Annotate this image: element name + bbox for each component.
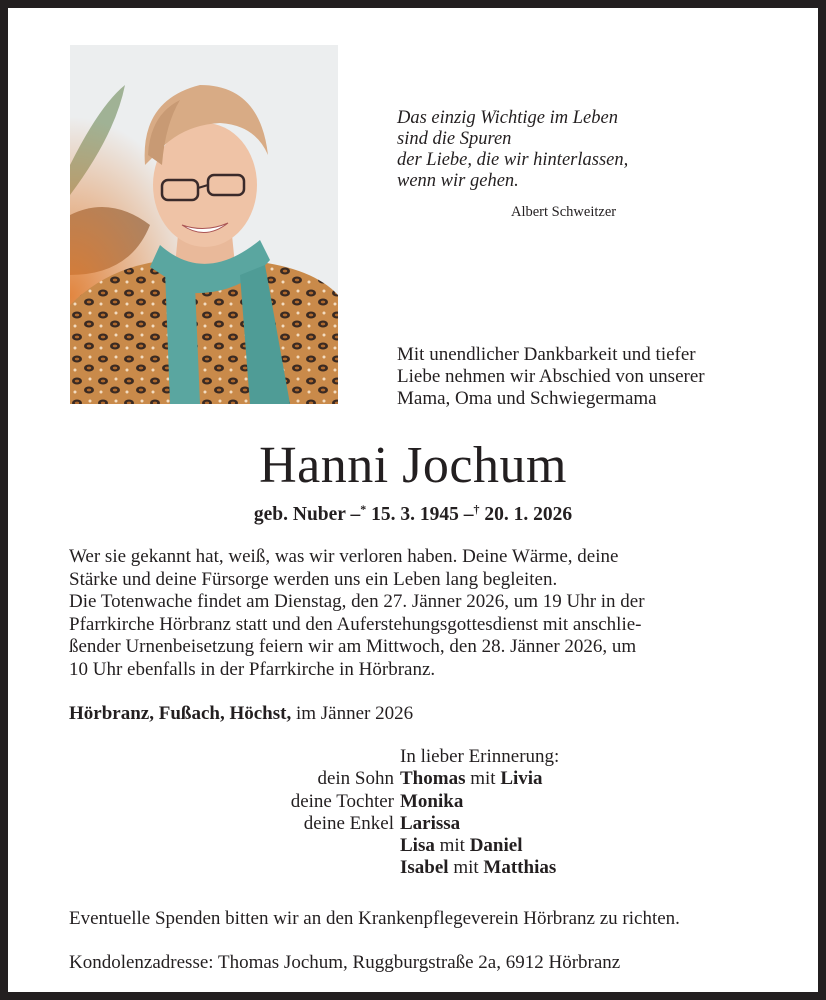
family-name: Thomas <box>400 768 466 790</box>
life-dates <box>8 502 818 526</box>
death-cross-icon: † <box>473 502 480 516</box>
obituary-page <box>8 8 818 992</box>
birth-date: 15. 3. 1945 <box>371 504 459 525</box>
family-row: Isabel mit Matthias <box>158 857 658 879</box>
quote-line: sind die Spuren <box>397 129 512 149</box>
relation: dein Sohn <box>317 768 394 790</box>
location-date <box>69 703 413 725</box>
family-name: Isabel <box>400 857 449 879</box>
family-name: Livia <box>500 768 543 790</box>
places: Hörbranz, Fußach, Höchst, <box>69 703 292 724</box>
family-row: dein Sohn Thomas mit Livia <box>158 768 658 790</box>
deceased-name: Hanni Jochum <box>259 437 567 494</box>
relation: deine Enkel <box>303 812 394 834</box>
body-line: Stärke und deine Fürsorge werden uns ein Leben lang begleiten. <box>69 568 558 590</box>
quote-line: Das einzig Wichtige im Leben <box>397 108 618 128</box>
body-line: Pfarrkirche Hörbranz statt und den Auferstehungsgottesdienst mit anschlie- <box>69 613 642 635</box>
family-name: Lisa <box>400 835 435 857</box>
relation <box>158 857 400 879</box>
portrait-image <box>70 45 338 404</box>
quote-line: wenn wir gehen. <box>397 171 519 191</box>
body-line: Die Totenwache findet am Dienstag, den 27. Jänner 2026, um 19 Uhr in der <box>69 591 645 612</box>
relation: deine Tochter <box>290 790 394 812</box>
body-line: Wer sie gekannt hat, weiß, was wir verloren haben. Deine Wärme, deine <box>69 546 619 567</box>
donation-note: Eventuelle Spenden bitten wir an den Krankenpflegeverein Hörbranz zu richten. <box>69 908 680 929</box>
quote <box>397 108 628 192</box>
birth-symbol: * <box>360 502 367 516</box>
maiden-name: geb. Nuber <box>253 504 346 525</box>
relation <box>158 835 400 857</box>
family-name: Monika <box>400 790 464 812</box>
family-name: Larissa <box>400 812 461 834</box>
family-list <box>158 746 658 880</box>
death-date: 20. 1. 2026 <box>484 504 573 525</box>
condolence-address: Kondolenzadresse: Thomas Jochum, Ruggburgstraße 2a, 6912 Hörbranz <box>69 952 621 973</box>
quote-author: Albert Schweitzer <box>511 204 617 220</box>
farewell-line: Mama, Oma und Schwiegermama <box>397 388 657 409</box>
obituary-body <box>69 546 759 681</box>
quote-line: der Liebe, die wir hinterlassen, <box>397 150 629 170</box>
farewell-line: Liebe nehmen wir Abschied von unserer <box>397 366 705 387</box>
portrait-photo <box>70 45 338 404</box>
dash: – <box>463 504 474 525</box>
family-name: Matthias <box>483 857 557 879</box>
body-line: 10 Uhr ebenfalls in der Pfarrkirche in Hörbranz. <box>69 658 436 680</box>
family-heading: In lieber Erinnerung: <box>400 746 560 767</box>
farewell-line: Mit unendlicher Dankbarkeit und tiefer <box>397 344 696 365</box>
body-line: ßender Urnenbeisetzung feiern wir am Mittwoch, den 28. Jänner 2026, um <box>69 636 637 657</box>
family-name: Daniel <box>469 835 523 857</box>
family-row: Lisa mit Daniel <box>158 835 658 857</box>
family-row <box>158 791 658 813</box>
family-heading-row <box>158 746 658 768</box>
farewell-text <box>397 344 705 410</box>
family-row <box>158 813 658 835</box>
date: im Jänner 2026 <box>295 703 414 724</box>
dash: – <box>350 504 361 525</box>
